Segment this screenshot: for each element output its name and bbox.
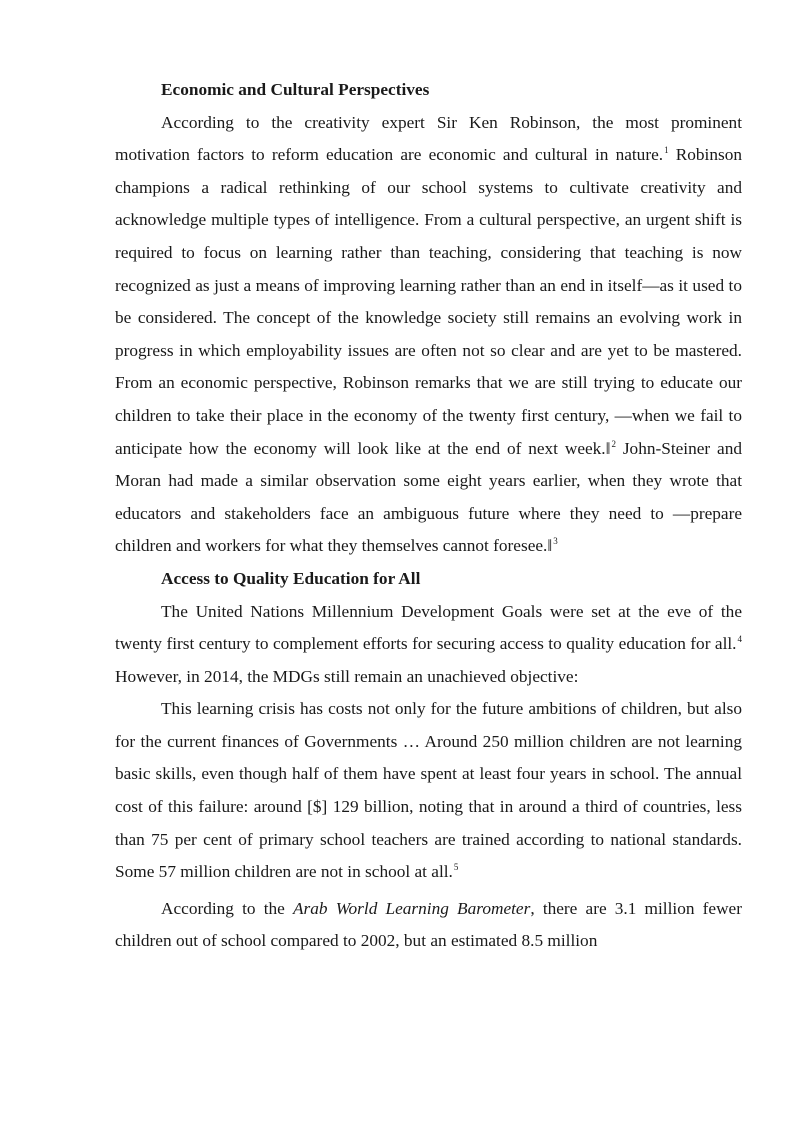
paragraph-text: According to the xyxy=(161,898,293,918)
paragraph-text: John-Steiner and Moran had made a similar observation some eight years earlier, when they wrote that educators and stakeholders face an ambiguous future where they need to —prepare children and workers for what they themselves cannot foresee.‖ xyxy=(115,438,742,556)
block-quote-learning-crisis xyxy=(115,693,742,889)
paragraph-arab-barometer xyxy=(115,893,742,958)
paragraph-text: The United Nations Millennium Development Goals were set at the eve of the twenty first century to complement efforts for securing access to quality education for all. xyxy=(115,601,742,654)
paragraph-mdg xyxy=(115,596,742,694)
section-heading-access-quality: Access to Quality Education for All xyxy=(161,568,421,588)
footnote-ref-5[interactable]: 5 xyxy=(453,862,459,873)
quote-text: This learning crisis has costs not only for the future ambitions of children, but also for the current finances of Governments … Around 250 million children are not learning basic skills, even though half of them have spent at least four years in school. The annual cost of this failure: around [$] 129 billion, noting that in around a third of countries, less than 75 per cent of primary school teachers are trained according to national standards. Some 57 million children are not in school at all. xyxy=(115,699,742,882)
paragraph-robinson xyxy=(115,107,742,563)
paragraph-text: According to the creativity expert Sir Ken Robinson, the most prominent motivation factors to reform education are economic and cultural in nature. xyxy=(115,112,742,165)
footnote-ref-1[interactable]: 1 xyxy=(664,145,669,156)
section-heading-economic-cultural: Economic and Cultural Perspectives xyxy=(161,80,430,99)
report-title: Arab World Learning Barometer xyxy=(293,898,531,918)
footnote-ref-3[interactable]: 3 xyxy=(553,536,558,547)
paragraph-text: Robinson champions a radical rethinking of our school systems to cultivate creativity and acknowledge multiple types of intelligence. From a cultural perspective, an urgent shift is required to focus on learning rather than teaching, considering that teaching is now recognized as just a means of improving learning rather than an end in itself—as it used to be considered. The concept of the knowledge society still remains an evolving work in progress in which employability issues are often not so clear and are yet to be mastered. From an economic perspective, Robinson remarks that we are still trying to educate our children to take their place in the economy of the twenty first century, —when we fail to anticipate how the economy will look like at the end of next week.‖ xyxy=(115,145,742,458)
paragraph-text: However, in 2014, the MDGs still remain an unachieved objective: xyxy=(115,666,579,686)
document-page xyxy=(115,74,742,958)
footnote-ref-2[interactable]: 2 xyxy=(611,438,616,449)
footnote-ref-4[interactable]: 4 xyxy=(737,634,742,645)
paragraph-text: , there are 3.1 million fewer children out of school compared to 2002, but an estimated 8.5 million xyxy=(115,898,742,951)
